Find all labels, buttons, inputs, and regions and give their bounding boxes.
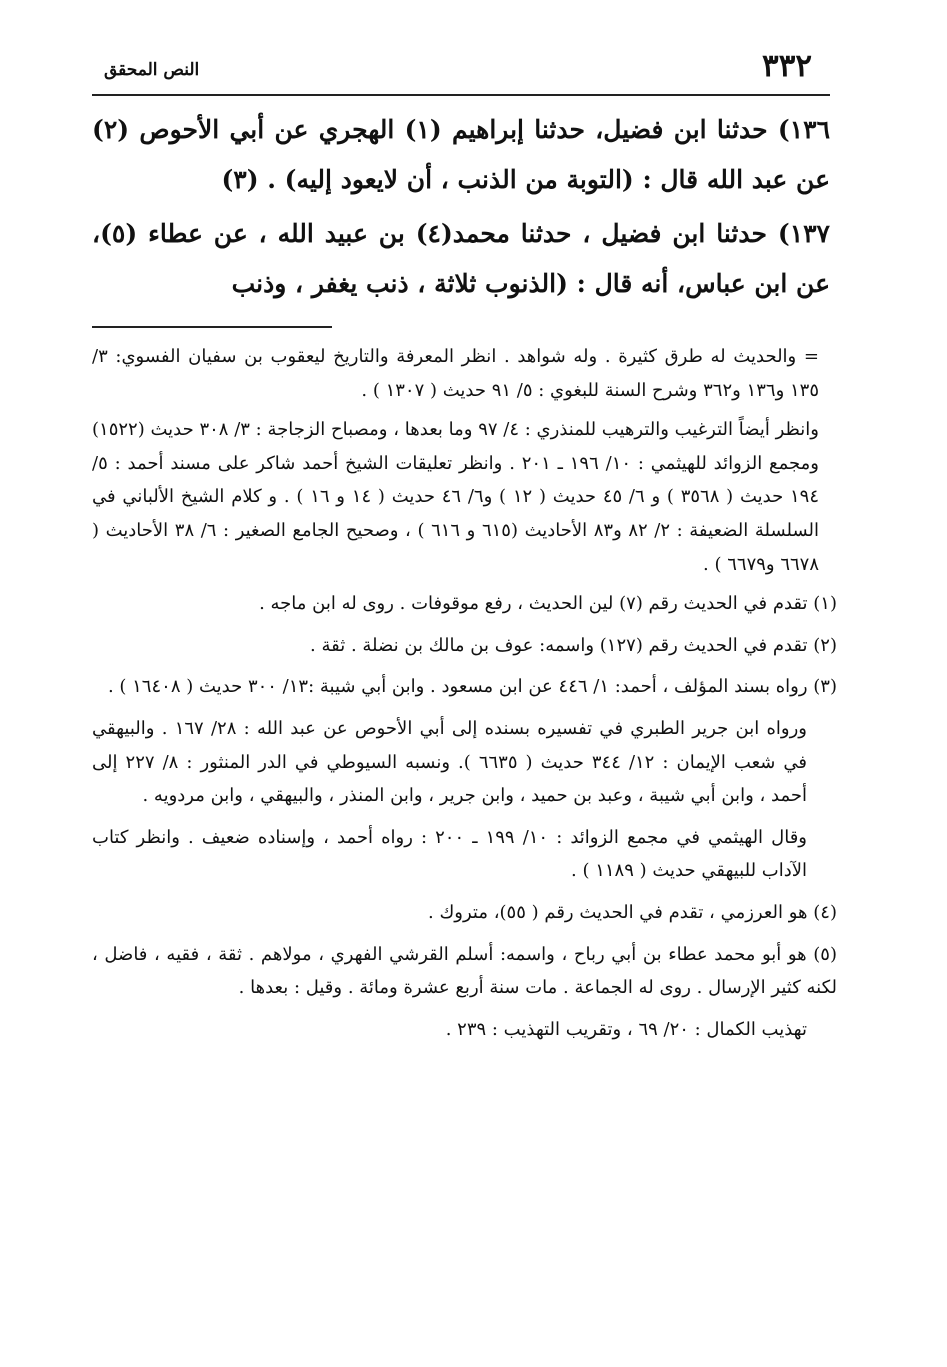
footnotes [92, 340, 837, 1054]
footnote-3: (٣) رواه بسند المؤلف ، أحمد: ١/ ٤٤٦ عن ابن مسعود . وابن أبي شيبة :١٣/ ٣٠٠ حديث ( ١٦٤٠٨ ) . [107, 676, 837, 698]
footnote-2: (٢) تقدم في الحديث رقم (١٢٧) واسمه: عوف بن مالك بن نضلة . ثقة . [310, 634, 837, 656]
hadith-136: ١٣٦) حدثنا ابن فضيل، حدثنا إبراهيم (١) الهجري عن أبي الأحوص (٢) عن عبد الله قال : (التوبة من الذنب ، أن لايعود إليه) . (٣) [92, 115, 831, 194]
hadith-137: ١٣٧) حدثنا ابن فضيل ، حدثنا محمد(٤) بن عبيد الله ، عن عطاء (٥)، عن ابن عباس، أنه قال : (الذنوب ثلاثة ، ذنب يغفر ، وذنب [92, 219, 830, 298]
footnote-separator [92, 326, 332, 328]
footnote-5: (٥) هو أبو محمد عطاء بن أبي رباح ، واسمه: أسلم القرشي الفهري ، مولاهم . ثقة ، فقيه ، فاضل ، لكنه كثير الإرسال . روى له الجماعة . مات سنة أربع عشرة ومائة . وقيل : بعدها . [92, 943, 837, 999]
running-title: النص المحقق [104, 60, 200, 80]
page-header [92, 48, 830, 96]
page-number: ٣٣٢ [762, 48, 812, 84]
footnote-continuation-2: وانظر أيضاً الترغيب والترهيب للمنذري : ٤/ ٩٧ وما بعدها ، ومصباح الزجاجة : ٣/ ٣٠٨ حديث (١٥٢٢) ومجمع الزوائد للهيثمي : ١٠/ ١٩٦ ـ ٢٠١ . وانظر تعليقات الشيخ أحمد شاكر على مسند أحمد : ٥/ ١٩٤ حديث ( ٣٥٦٨ ) و ٦/ ٤٥ حديث ( ١٢ ) و٦/ ٤٦ حديث ( ١٤ و ١٦ ) . و كلام الشيخ الألباني في السلسلة الضعيفة : ٢/ ٨٢ و٨٣ الأحاديث (٦١٥ و ٦١٦ ) ، وصحيح الجامع الصغير : ٦/ ٣٨ الأحاديث ( ٦٦٧٨ و٦٦٧٩ ) . [92, 419, 820, 575]
footnote-continuation: = والحديث له طرق كثيرة . وله شواهد . انظر المعرفة والتاريخ ليعقوب بن سفيان الفسوي: ٣/ ١٣٥ و١٣٦ و٣٦٢ وشرح السنة للبغوي : ٥/ ٩١ حديث ( ١٣٠٧ ) . [92, 346, 819, 401]
footnote-3-continued-2: وقال الهيثمي في مجمع الزوائد : ١٠/ ١٩٩ ـ ٢٠٠ : رواه أحمد ، وإسناده ضعيف . وانظر كتاب الآداب للبيهقي حديث ( ١١٨٩ ) . [92, 826, 808, 882]
main-text [92, 105, 830, 313]
footnote-4: (٤) هو العرزمي ، تقدم في الحديث رقم ( ٥٥)، متروك . [428, 901, 837, 923]
footnote-5-continued: تهذيب الكمال : ٢٠/ ٦٩ ، وتقريب التهذيب : ٢٣٩ . [445, 1018, 807, 1040]
footnote-3-continued: ورواه ابن جرير الطبري في تفسيره بسنده إلى أبي الأحوص عن عبد الله : ٢٨/ ١٦٧ . والبيهقي في شعب الإيمان : ١٢/ ٣٤٤ حديث ( ٦٦٣٥ ). ونسبه السيوطي في الدر المنثور : ٨/ ٢٢٧ إلى أحمد ، وابن أبي شيبة ، وعبد بن حميد ، وابن جرير ، وابن المنذر ، والبيهقي ، وابن مردويه . [92, 717, 807, 807]
footnote-1: (١) تقدم في الحديث رقم (٧) لين الحديث ، رفع موقوفات . روى له ابن ماجه . [259, 593, 837, 615]
